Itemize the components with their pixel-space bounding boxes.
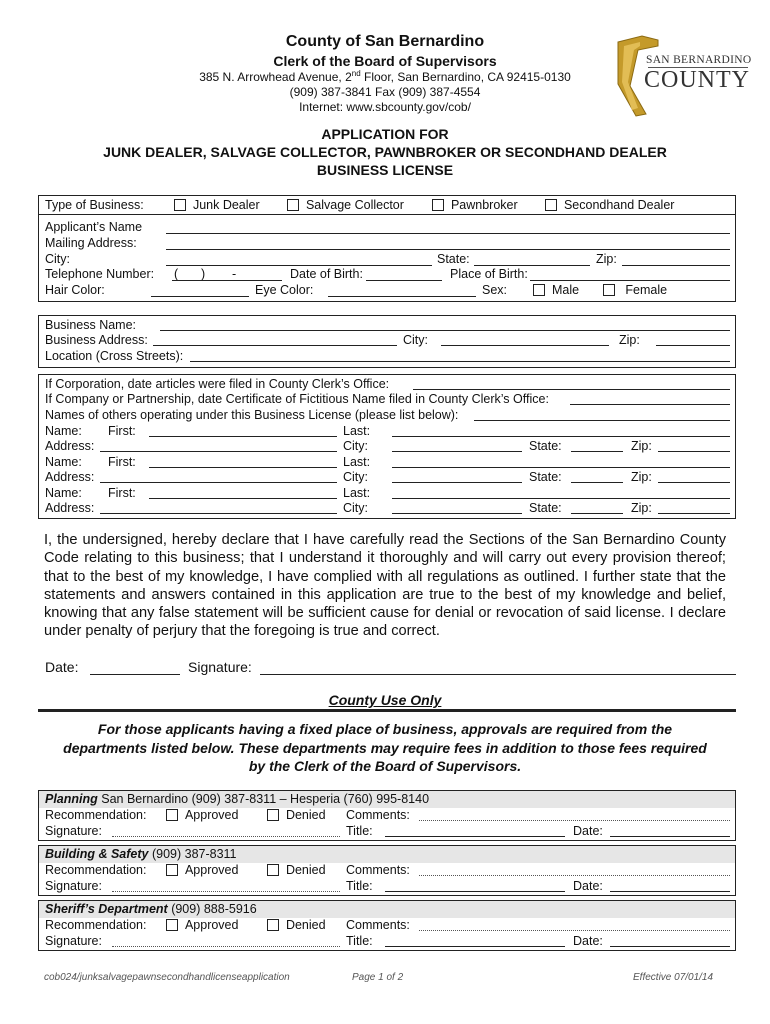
approved-option[interactable]: Approved bbox=[166, 863, 238, 878]
recommendation-label: Recommendation: bbox=[45, 863, 147, 877]
comments-field[interactable] bbox=[419, 875, 730, 876]
department-title: Sheriff’s Department (909) 888-5916 bbox=[45, 902, 257, 916]
denied-option[interactable]: Denied bbox=[267, 918, 326, 933]
other-address-field[interactable] bbox=[100, 451, 337, 452]
other-last-field[interactable] bbox=[392, 467, 730, 468]
telephone-label: Telephone Number: bbox=[45, 267, 155, 281]
dept-title-label: Title: bbox=[346, 934, 373, 948]
other-state-label: State: bbox=[529, 470, 562, 484]
other-first-field[interactable] bbox=[149, 436, 337, 437]
dept-date-field[interactable] bbox=[610, 946, 730, 947]
hair-color-label: Hair Color: bbox=[45, 283, 105, 297]
title-line3: BUSINESS LICENSE bbox=[316, 162, 454, 178]
dept-title-field[interactable] bbox=[385, 891, 565, 892]
other-address-field[interactable] bbox=[100, 482, 337, 483]
state-field[interactable] bbox=[474, 265, 590, 266]
eye-color-label: Eye Color: bbox=[255, 283, 314, 297]
company-label: If Company or Partnership, date Certificate of Fictitious Name filed in County Clerk’s Office: bbox=[45, 392, 549, 406]
office-address: 385 N. Arrowhead Avenue, 2nd Floor, San Bernardino, CA 92415-0130 bbox=[199, 69, 571, 84]
other-last-label: Last: bbox=[343, 486, 371, 500]
approved-checkbox[interactable] bbox=[166, 864, 178, 876]
other-city-label: City: bbox=[343, 439, 368, 453]
other-city-field[interactable] bbox=[392, 451, 522, 452]
declaration-text: I, the undersigned, hereby declare that I have carefully read the Sections of the San Bernardino County Code relating to this business; that I understand it thoroughly and will carry out every provision thereof; that to the best of my knowledge, I have complied with all regulations as outlined. I further state that the statements and answers contained in this application are true to the best of my knowledge and belief, knowing that any false statement will be sufficient cause for denial or revocation of said license. I declare under penalty of perjury that the foregoing is true and correct. bbox=[44, 532, 726, 640]
comments-label: Comments: bbox=[346, 808, 410, 822]
option-male[interactable]: Male bbox=[533, 283, 579, 298]
dob-label: Date of Birth: bbox=[290, 267, 363, 281]
dept-signature-field[interactable] bbox=[112, 836, 340, 837]
county-use-title: County Use Only bbox=[328, 692, 442, 708]
title-line1: APPLICATION FOR bbox=[321, 126, 449, 142]
other-zip-field[interactable] bbox=[658, 451, 730, 452]
department-title: Building & Safety (909) 387-8311 bbox=[45, 847, 237, 861]
business-name-field[interactable] bbox=[160, 330, 730, 331]
hair-color-field[interactable] bbox=[151, 296, 249, 297]
date-field[interactable] bbox=[90, 674, 180, 675]
junk-dealer-checkbox[interactable] bbox=[174, 199, 186, 211]
footer-page-number: Page 1 of 2 bbox=[352, 972, 404, 983]
business-zip-field[interactable] bbox=[656, 345, 730, 346]
logo-text-bottom: COUNTY bbox=[644, 67, 750, 93]
option-secondhand-dealer[interactable]: Secondhand Dealer bbox=[545, 198, 674, 213]
signature-field[interactable] bbox=[260, 674, 736, 675]
logo-text-top: SAN BERNARDINO bbox=[646, 54, 752, 66]
county-use-divider bbox=[38, 709, 736, 712]
approved-option[interactable]: Approved bbox=[166, 918, 238, 933]
other-state-field[interactable] bbox=[571, 513, 623, 514]
zip-label: Zip: bbox=[596, 252, 617, 266]
business-city-label: City: bbox=[403, 333, 428, 347]
dept-date-label: Date: bbox=[573, 879, 603, 893]
denied-option[interactable]: Denied bbox=[267, 808, 326, 823]
mailing-address-field[interactable] bbox=[166, 249, 730, 250]
comments-label: Comments: bbox=[346, 863, 410, 877]
dept-date-field[interactable] bbox=[610, 836, 730, 837]
county-logo bbox=[612, 32, 752, 118]
denied-option[interactable]: Denied bbox=[267, 863, 326, 878]
footer-effective-date: Effective 07/01/14 bbox=[633, 972, 714, 983]
other-city-field[interactable] bbox=[392, 513, 522, 514]
dept-date-label: Date: bbox=[573, 824, 603, 838]
recommendation-label: Recommendation: bbox=[45, 918, 147, 932]
other-zip-label: Zip: bbox=[631, 501, 652, 515]
other-name-label: Name: bbox=[45, 424, 82, 438]
corporation-label: If Corporation, date articles were filed in County Clerk’s Office: bbox=[45, 377, 390, 391]
other-name-label: Name: bbox=[45, 455, 82, 469]
telephone-close-paren: ) bbox=[201, 267, 206, 281]
other-address-label: Address: bbox=[45, 439, 95, 453]
other-city-label: City: bbox=[343, 470, 368, 484]
office-phone-fax: (909) 387-3841 Fax (909) 387-4554 bbox=[289, 85, 481, 99]
other-city-label: City: bbox=[343, 501, 368, 515]
applicant-name-field[interactable] bbox=[166, 233, 730, 234]
female-checkbox[interactable] bbox=[603, 284, 615, 296]
other-state-field[interactable] bbox=[571, 451, 623, 452]
other-last-field[interactable] bbox=[392, 436, 730, 437]
other-first-label: First: bbox=[108, 486, 136, 500]
business-address-label: Business Address: bbox=[45, 333, 148, 347]
telephone-open-paren: ( bbox=[174, 267, 179, 281]
applicant-name-label: Applicant’s Name bbox=[45, 220, 143, 234]
dept-signature-label: Signature: bbox=[45, 824, 102, 838]
male-checkbox[interactable] bbox=[533, 284, 545, 296]
other-last-label: Last: bbox=[343, 424, 371, 438]
comments-field[interactable] bbox=[419, 820, 730, 821]
other-zip-field[interactable] bbox=[658, 482, 730, 483]
dept-title-label: Title: bbox=[346, 824, 373, 838]
dept-title-field[interactable] bbox=[385, 946, 565, 947]
dept-title-label: Title: bbox=[346, 879, 373, 893]
other-first-label: First: bbox=[108, 455, 136, 469]
salvage-collector-checkbox[interactable] bbox=[287, 199, 299, 211]
secondhand-dealer-checkbox[interactable] bbox=[545, 199, 557, 211]
other-state-label: State: bbox=[529, 439, 562, 453]
comments-field[interactable] bbox=[419, 930, 730, 931]
dept-signature-field[interactable] bbox=[112, 946, 340, 947]
business-name-label: Business Name: bbox=[45, 318, 137, 332]
county-use-note: For those applicants having a fixed place of business, approvals are required from the departments listed below. These departments may require fees in addition to those fees required by the Clerk of the Board of Supervisors. bbox=[63, 721, 707, 774]
pawnbroker-checkbox[interactable] bbox=[432, 199, 444, 211]
other-city-field[interactable] bbox=[392, 482, 522, 483]
footer-form-code: cob024/junksalvagepawnsecondhandlicenseapplication bbox=[44, 972, 290, 983]
office-name: Clerk of the Board of Supervisors bbox=[273, 53, 497, 69]
eye-color-field[interactable] bbox=[328, 296, 476, 297]
option-female[interactable]: Female bbox=[603, 283, 667, 298]
signature-label: Signature: bbox=[188, 659, 252, 675]
dept-date-label: Date: bbox=[573, 934, 603, 948]
mailing-address-label: Mailing Address: bbox=[45, 236, 137, 250]
zip-field[interactable] bbox=[622, 265, 730, 266]
telephone-dash: - bbox=[232, 267, 237, 281]
comments-label: Comments: bbox=[346, 918, 410, 932]
other-zip-label: Zip: bbox=[631, 439, 652, 453]
option-pawnbroker[interactable]: Pawnbroker bbox=[432, 198, 518, 213]
business-address-field[interactable] bbox=[153, 345, 397, 346]
other-last-field[interactable] bbox=[392, 498, 730, 499]
other-state-field[interactable] bbox=[571, 482, 623, 483]
dept-signature-label: Signature: bbox=[45, 879, 102, 893]
dept-signature-label: Signature: bbox=[45, 934, 102, 948]
recommendation-label: Recommendation: bbox=[45, 808, 147, 822]
sex-label: Sex: bbox=[482, 283, 508, 297]
option-junk-dealer[interactable]: Junk Dealer bbox=[174, 198, 260, 213]
option-salvage-collector[interactable]: Salvage Collector bbox=[287, 198, 404, 213]
others-label: Names of others operating under this Business License (please list below): bbox=[45, 408, 459, 422]
pob-label: Place of Birth: bbox=[450, 267, 528, 281]
telephone-field[interactable] bbox=[172, 280, 282, 281]
business-zip-label: Zip: bbox=[619, 333, 640, 347]
other-zip-label: Zip: bbox=[631, 470, 652, 484]
title-line2: JUNK DEALER, SALVAGE COLLECTOR, PAWNBROKER OR SECONDHAND DEALER bbox=[103, 144, 667, 160]
business-city-field[interactable] bbox=[441, 345, 609, 346]
approved-checkbox[interactable] bbox=[166, 809, 178, 821]
date-label: Date: bbox=[45, 659, 79, 675]
department-title: Planning San Bernardino (909) 387-8311 – Hesperia (760) 995-8140 bbox=[45, 792, 430, 806]
other-state-label: State: bbox=[529, 501, 562, 515]
denied-checkbox[interactable] bbox=[267, 919, 279, 931]
other-first-field[interactable] bbox=[149, 467, 337, 468]
denied-checkbox[interactable] bbox=[267, 809, 279, 821]
other-first-field[interactable] bbox=[149, 498, 337, 499]
county-name: County of San Bernardino bbox=[285, 33, 485, 50]
denied-checkbox[interactable] bbox=[267, 864, 279, 876]
logo-divider bbox=[648, 67, 748, 68]
other-address-field[interactable] bbox=[100, 513, 337, 514]
dob-field[interactable] bbox=[366, 280, 442, 281]
corporation-date-field[interactable] bbox=[413, 389, 730, 390]
other-zip-field[interactable] bbox=[658, 513, 730, 514]
dept-signature-field[interactable] bbox=[112, 891, 340, 892]
dept-date-field[interactable] bbox=[610, 891, 730, 892]
location-field[interactable] bbox=[190, 361, 730, 362]
approved-option[interactable]: Approved bbox=[166, 808, 238, 823]
other-name-label: Name: bbox=[45, 486, 82, 500]
pob-field[interactable] bbox=[530, 280, 730, 281]
business-type-label: Type of Business: bbox=[45, 198, 144, 212]
others-field[interactable] bbox=[474, 420, 730, 421]
other-address-label: Address: bbox=[45, 470, 95, 484]
location-label: Location (Cross Streets): bbox=[45, 349, 184, 363]
other-first-label: First: bbox=[108, 424, 136, 438]
dept-title-field[interactable] bbox=[385, 836, 565, 837]
company-date-field[interactable] bbox=[570, 404, 730, 405]
other-last-label: Last: bbox=[343, 455, 371, 469]
state-label: State: bbox=[437, 252, 470, 266]
office-internet: Internet: www.sbcounty.gov/cob/ bbox=[299, 100, 471, 114]
city-label: City: bbox=[45, 252, 70, 266]
city-field[interactable] bbox=[166, 265, 432, 266]
approved-checkbox[interactable] bbox=[166, 919, 178, 931]
other-address-label: Address: bbox=[45, 501, 95, 515]
